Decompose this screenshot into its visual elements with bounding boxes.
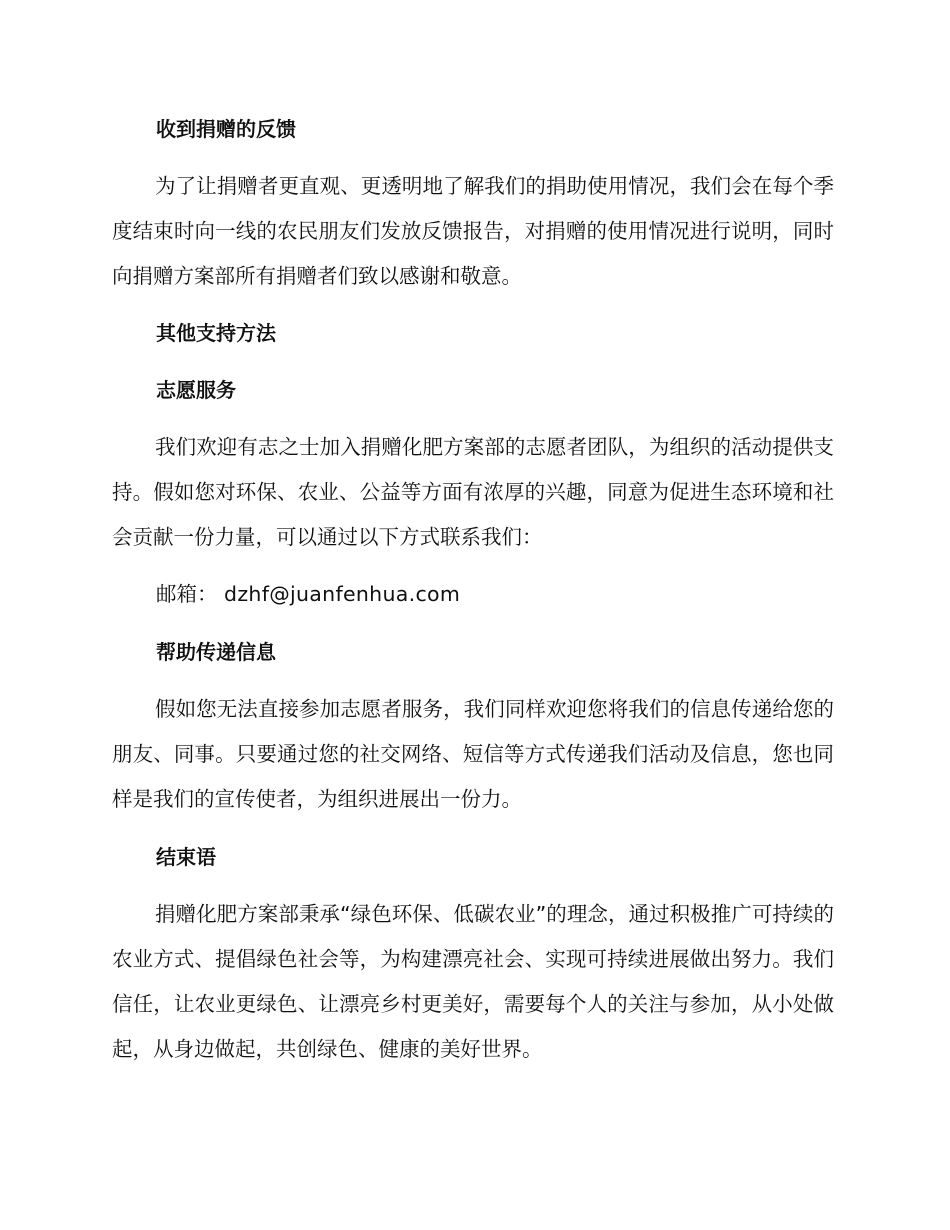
- paragraph-feedback: 为了让捐赠者更直观、更透明地了解我们的捐助使用情况，我们会在每个季度结束时向一线的农民朋友们发放反馈报告，对捐赠的使用情况进行说明，同时向捐赠方案部所有捐赠者们致以感谢和敬意。: [112, 174, 834, 288]
- email-line: [156, 579, 878, 609]
- heading-conclusion: 结束语: [156, 845, 216, 869]
- paragraph-spread-info: 假如您无法直接参加志愿者服务，我们同样欢迎您将我们的信息传递给您的朋友、同事。只要通过您的社交网络、短信等方式传递我们活动及信息，您也同样是我们的宣传使者，为组织进展出一份力。: [112, 697, 834, 811]
- heading-spread-info: 帮助传递信息: [156, 640, 276, 664]
- heading-feedback: 收到捐赠的反馈: [156, 117, 296, 141]
- email-address: dzhf@juanfenhua.com: [224, 582, 461, 606]
- paragraph-conclusion: 捐赠化肥方案部秉承“绿色环保、低碳农业”的理念，通过积极推广可持续的农业方式、提倡绿色社会等，为构建漂亮社会、实现可持续进展做出努力。我们信任，让农业更绿色、让漂亮乡村更美好，需要每个人的关注与参加，从小处做起，从身边做起，共创绿色、健康的美好世界。: [112, 902, 834, 1061]
- heading-volunteer: 志愿服务: [156, 378, 236, 402]
- email-label: 邮箱：: [156, 582, 218, 606]
- paragraph-volunteer: 我们欢迎有志之士加入捐赠化肥方案部的志愿者团队，为组织的活动提供支持。假如您对环保、农业、公益等方面有浓厚的兴趣，同意为促进生态环境和社会贡献一份力量，可以通过以下方式联系我们：: [112, 435, 834, 549]
- heading-other-support: 其他支持方法: [156, 321, 276, 345]
